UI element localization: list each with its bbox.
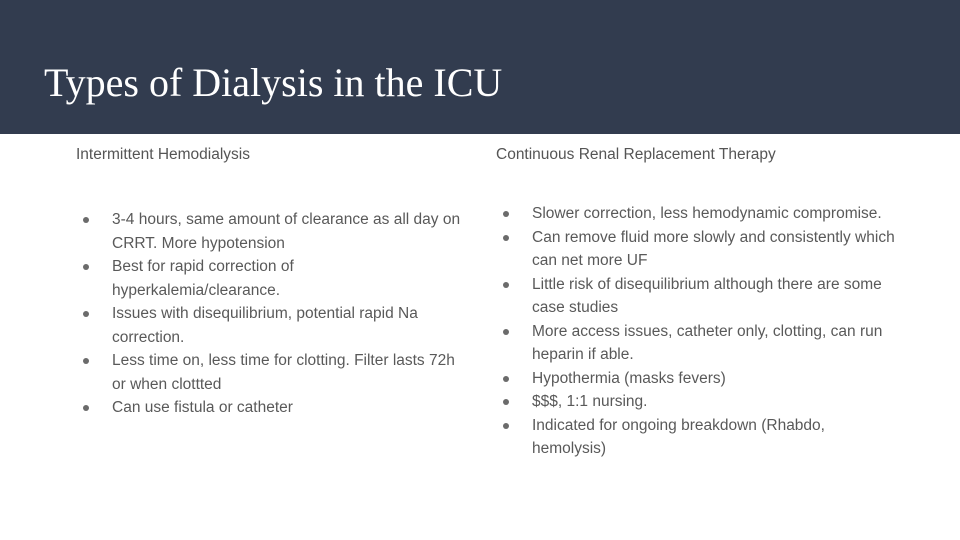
bullet-dot-icon bbox=[503, 329, 509, 335]
right-bullet-item bbox=[496, 390, 896, 414]
right-bullet-item bbox=[496, 414, 896, 461]
right-bullet-text: Indicated for ongoing breakdown (Rhabdo, hemolysis) bbox=[532, 416, 825, 457]
left-column bbox=[76, 144, 466, 420]
right-bullet-item bbox=[496, 226, 896, 273]
bullet-dot-icon bbox=[503, 423, 509, 429]
left-bullet-text: 3-4 hours, same amount of clearance as all day on CRRT. More hypotension bbox=[112, 211, 461, 252]
right-column bbox=[496, 144, 896, 461]
right-bullet-item bbox=[496, 320, 896, 367]
right-bullet-list bbox=[496, 202, 896, 461]
left-bullet-text: Less time on, less time for clotting. Filter lasts 72h or when clottted bbox=[112, 352, 455, 393]
bullet-dot-icon bbox=[503, 282, 509, 288]
right-bullet-item bbox=[496, 367, 896, 391]
right-bullet-text: More access issues, catheter only, clotting, can run heparin if able. bbox=[532, 322, 883, 363]
bullet-dot-icon bbox=[83, 217, 89, 223]
right-column-heading: Continuous Renal Replacement Therapy bbox=[496, 146, 776, 163]
bullet-dot-icon bbox=[503, 376, 509, 382]
left-bullet-text: Can use fistula or catheter bbox=[112, 399, 293, 416]
bullet-dot-icon bbox=[83, 264, 89, 270]
left-bullet-item bbox=[76, 396, 466, 420]
left-bullet-item bbox=[76, 208, 466, 255]
bullet-dot-icon bbox=[83, 405, 89, 411]
bullet-dot-icon bbox=[83, 311, 89, 317]
left-bullet-text: Best for rapid correction of hyperkalemia/clearance. bbox=[112, 258, 294, 299]
left-column-heading: Intermittent Hemodialysis bbox=[76, 146, 251, 163]
left-bullet-item bbox=[76, 302, 466, 349]
right-bullet-text: Hypothermia (masks fevers) bbox=[532, 369, 726, 387]
bullet-dot-icon bbox=[503, 235, 509, 241]
right-bullet-text: Slower correction, less hemodynamic compromise. bbox=[532, 205, 882, 222]
bullet-dot-icon bbox=[83, 358, 89, 364]
slide-title: Types of Dialysis in the ICU bbox=[44, 60, 503, 105]
left-bullet-item bbox=[76, 349, 466, 396]
right-bullet-text: Can remove fluid more slowly and consistently which can net more UF bbox=[532, 228, 895, 269]
right-bullet-text: Little risk of disequilibrium although there are some case studies bbox=[532, 275, 882, 316]
left-bullet-list bbox=[76, 208, 466, 420]
right-bullet-item bbox=[496, 202, 896, 226]
bullet-dot-icon bbox=[503, 399, 509, 405]
right-bullet-item bbox=[496, 273, 896, 320]
right-bullet-text: $$$, 1:1 nursing. bbox=[532, 393, 648, 410]
title-banner bbox=[0, 0, 960, 134]
bullet-dot-icon bbox=[503, 211, 509, 217]
left-bullet-text: Issues with disequilibrium, potential rapid Na correction. bbox=[112, 305, 418, 346]
left-bullet-item bbox=[76, 255, 466, 302]
